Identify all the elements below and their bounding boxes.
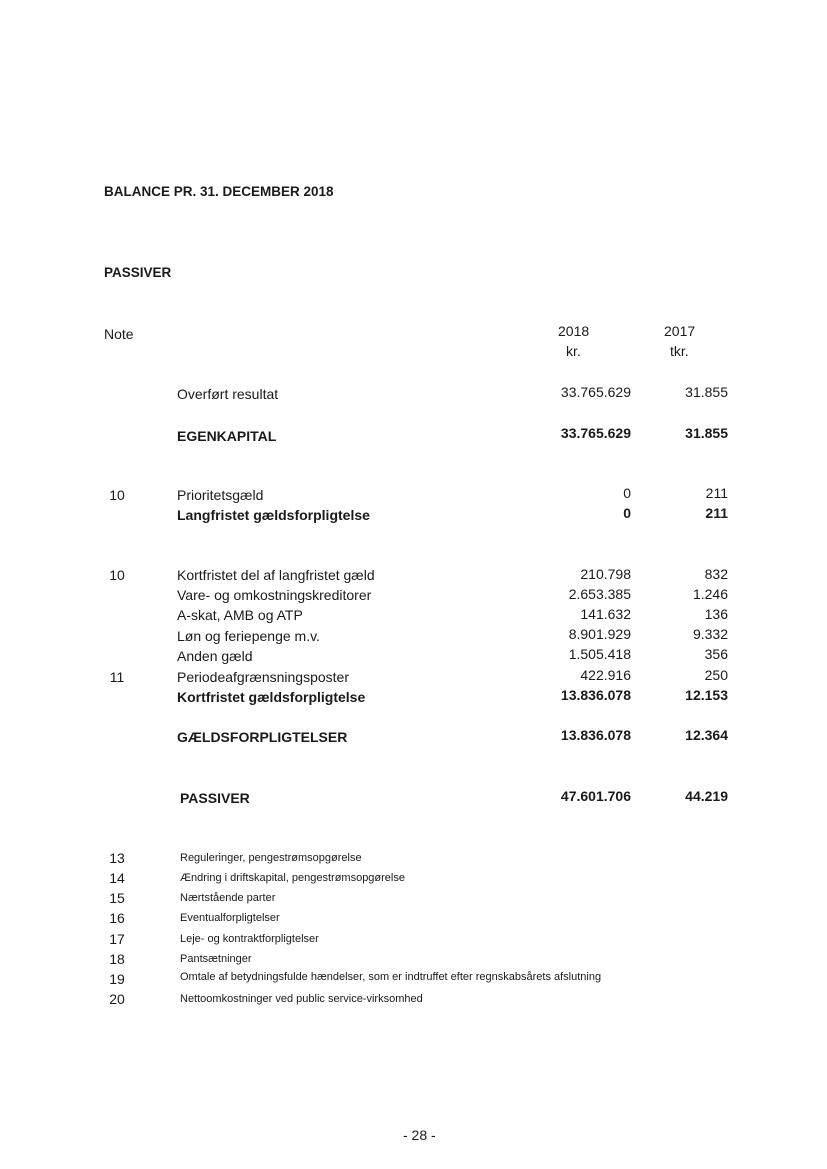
value-2018: 13.836.078	[560, 727, 631, 743]
row-label: EGENKAPITAL	[177, 428, 277, 444]
value-2018: 0	[623, 485, 631, 501]
row-label: Vare- og omkostningskreditorer	[177, 587, 372, 603]
footnote-text: Eventualforpligtelser	[180, 912, 280, 924]
value-2017: 31.855	[685, 425, 728, 441]
footnote-number: 20	[109, 991, 125, 1007]
value-2018: 210.798	[580, 566, 631, 582]
row-label: A-skat, AMB og ATP	[177, 607, 303, 623]
row-label: GÆLDSFORPLIGTELSER	[177, 729, 348, 745]
footnote-number: 17	[109, 931, 125, 947]
footnote-text: Pantsætninger	[180, 953, 252, 965]
page-number: - 28 -	[403, 1127, 436, 1143]
row-label: Kortfristet gældsforpligtelse	[177, 689, 366, 705]
value-2017: 31.855	[685, 384, 728, 400]
section-title: PASSIVER	[104, 265, 172, 280]
footnote-number: 19	[109, 971, 125, 987]
value-2018: 422.916	[580, 667, 631, 683]
row-label: Overført resultat	[177, 386, 279, 402]
value-2017: 12.364	[685, 727, 728, 743]
value-2018: 13.836.078	[560, 687, 631, 703]
value-2017: 9.332	[692, 626, 728, 642]
unit-2017-header: tkr.	[670, 343, 689, 359]
row-label: Løn og feriepenge m.v.	[177, 628, 320, 644]
year-2017-header: 2017	[664, 323, 696, 339]
value-2017: 211	[705, 485, 728, 501]
footnote-text: Nærtstående parter	[180, 892, 276, 904]
value-2017: 12.153	[685, 687, 728, 703]
row-label: Prioritetsgæld	[177, 487, 264, 503]
value-2017: 136	[704, 606, 728, 622]
footnote-text: Leje- og kontraktforpligtelser	[180, 933, 319, 945]
value-2017: 44.219	[685, 788, 728, 804]
row-note: 10	[109, 487, 125, 503]
note-column-header: Note	[104, 326, 134, 342]
value-2018: 33.765.629	[560, 384, 631, 400]
row-label: Anden gæld	[177, 648, 253, 664]
value-2018: 1.505.418	[568, 646, 631, 662]
value-2017: 1.246	[692, 586, 728, 602]
footnote-number: 14	[109, 870, 125, 886]
value-2017: 211	[705, 505, 728, 521]
row-label: Langfristet gældsforpligtelse	[177, 507, 370, 523]
footnote-text: Ændring i driftskapital, pengestrømsopgørelse	[180, 872, 405, 884]
value-2017: 356	[704, 646, 728, 662]
value-2017: 832	[704, 566, 728, 582]
row-label: Periodeafgrænsningsposter	[177, 669, 349, 685]
value-2017: 250	[704, 667, 728, 683]
value-2018: 141.632	[580, 606, 631, 622]
footnote-number: 15	[109, 890, 125, 906]
page-title: BALANCE PR. 31. DECEMBER 2018	[104, 184, 334, 199]
row-note: 11	[109, 669, 125, 685]
value-2018: 2.653.385	[568, 586, 631, 602]
row-label: Kortfristet del af langfristet gæld	[177, 567, 375, 583]
footnote-text: Reguleringer, pengestrømsopgørelse	[180, 852, 362, 864]
value-2018: 0	[623, 505, 631, 521]
footnote-text: Nettoomkostninger ved public service-virksomhed	[180, 993, 423, 1005]
footnote-text: Omtale af betydningsfulde hændelser, som er indtruffet efter regnskabsårets afslutning	[180, 971, 602, 983]
value-2018: 33.765.629	[560, 425, 631, 441]
row-label: PASSIVER	[180, 790, 250, 806]
value-2018: 8.901.929	[568, 626, 631, 642]
footnote-number: 16	[109, 910, 125, 926]
value-2018: 47.601.706	[560, 788, 631, 804]
row-note: 10	[109, 567, 125, 583]
footnote-number: 18	[109, 951, 125, 967]
footnote-number: 13	[109, 850, 125, 866]
year-2018-header: 2018	[558, 323, 590, 339]
unit-2018-header: kr.	[566, 343, 581, 359]
